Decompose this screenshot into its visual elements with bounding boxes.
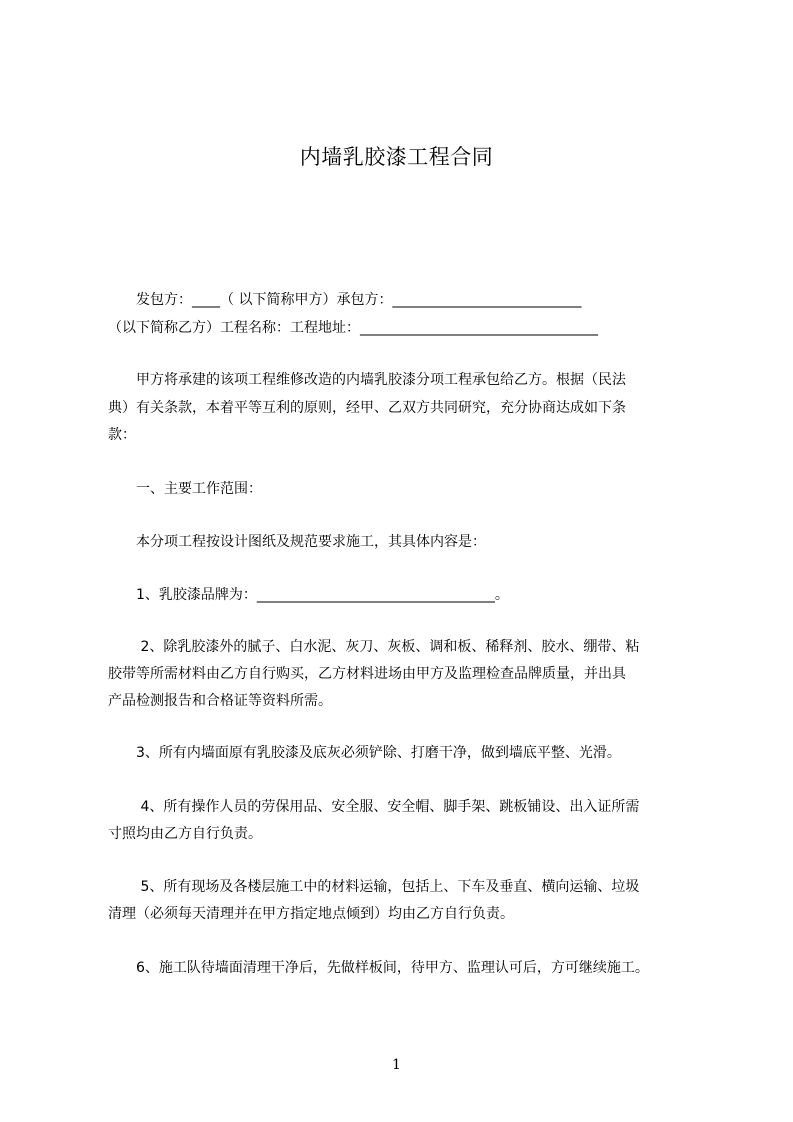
- item-4-line-2: 寸照均由乙方自行负责。: [108, 826, 262, 842]
- item-2-line-3: 产品检测报告和合格证等资料所需。: [108, 693, 332, 709]
- parties-line-1: 发包方：____（ 以下简称甲方）承包方：___________________________: [108, 292, 582, 308]
- item-3: 3、所有内墙面原有乳胶漆及底灰必须铲除、打磨干净，做到墙底平整、光滑。: [108, 745, 621, 761]
- item-4-line-1: 4、所有操作人员的劳保用品、安全服、安全帽、脚手架、跳板铺设、出入证所需: [108, 799, 640, 815]
- intro-line-3: 款：: [108, 427, 136, 443]
- section-heading-scope: 一、主要工作范围：: [108, 481, 262, 497]
- item-2-line-1: 2、除乳胶漆外的腻子、白水泥、灰刀、灰板、调和板、稀释剂、胶水、绷带、粘: [108, 639, 640, 655]
- page-title: 内墙乳胶漆工程合同: [299, 145, 494, 169]
- intro-line-1: 甲方将承建的该项工程维修改造的内墙乳胶漆分项工程承包给乙方。根据（民法: [108, 372, 626, 388]
- parties-line-2: （以下简称乙方）工程名称：工程地址：__________________________________: [108, 320, 598, 336]
- intro-line-2: 典）有关条款，本着平等互利的原则，经甲、乙双方共同研究，充分协商达成如下条: [108, 400, 626, 416]
- item-6: 6、施工队待墙面清理干净后，先做样板间，待甲方、监理认可后，方可继续施工。: [108, 960, 649, 976]
- scope-paragraph: 本分项工程按设计图纸及规范要求施工，其具体内容是：: [108, 534, 486, 550]
- item-2-line-2: 胶带等所需材料由乙方自行购买，乙方材料进场由甲方及监理检查品牌质量，并出具: [108, 666, 626, 682]
- item-5-line-1: 5、所有现场及各楼层施工中的材料运输，包括上、下车及垂直、横向运输、垃圾: [108, 879, 640, 895]
- item-1-brand: 1、乳胶漆品牌为：__________________________________。: [108, 587, 509, 603]
- item-5-line-2: 清理（必须每天清理并在甲方指定地点倾到）均由乙方自行负责。: [108, 906, 514, 922]
- page-number: 1: [392, 1057, 401, 1073]
